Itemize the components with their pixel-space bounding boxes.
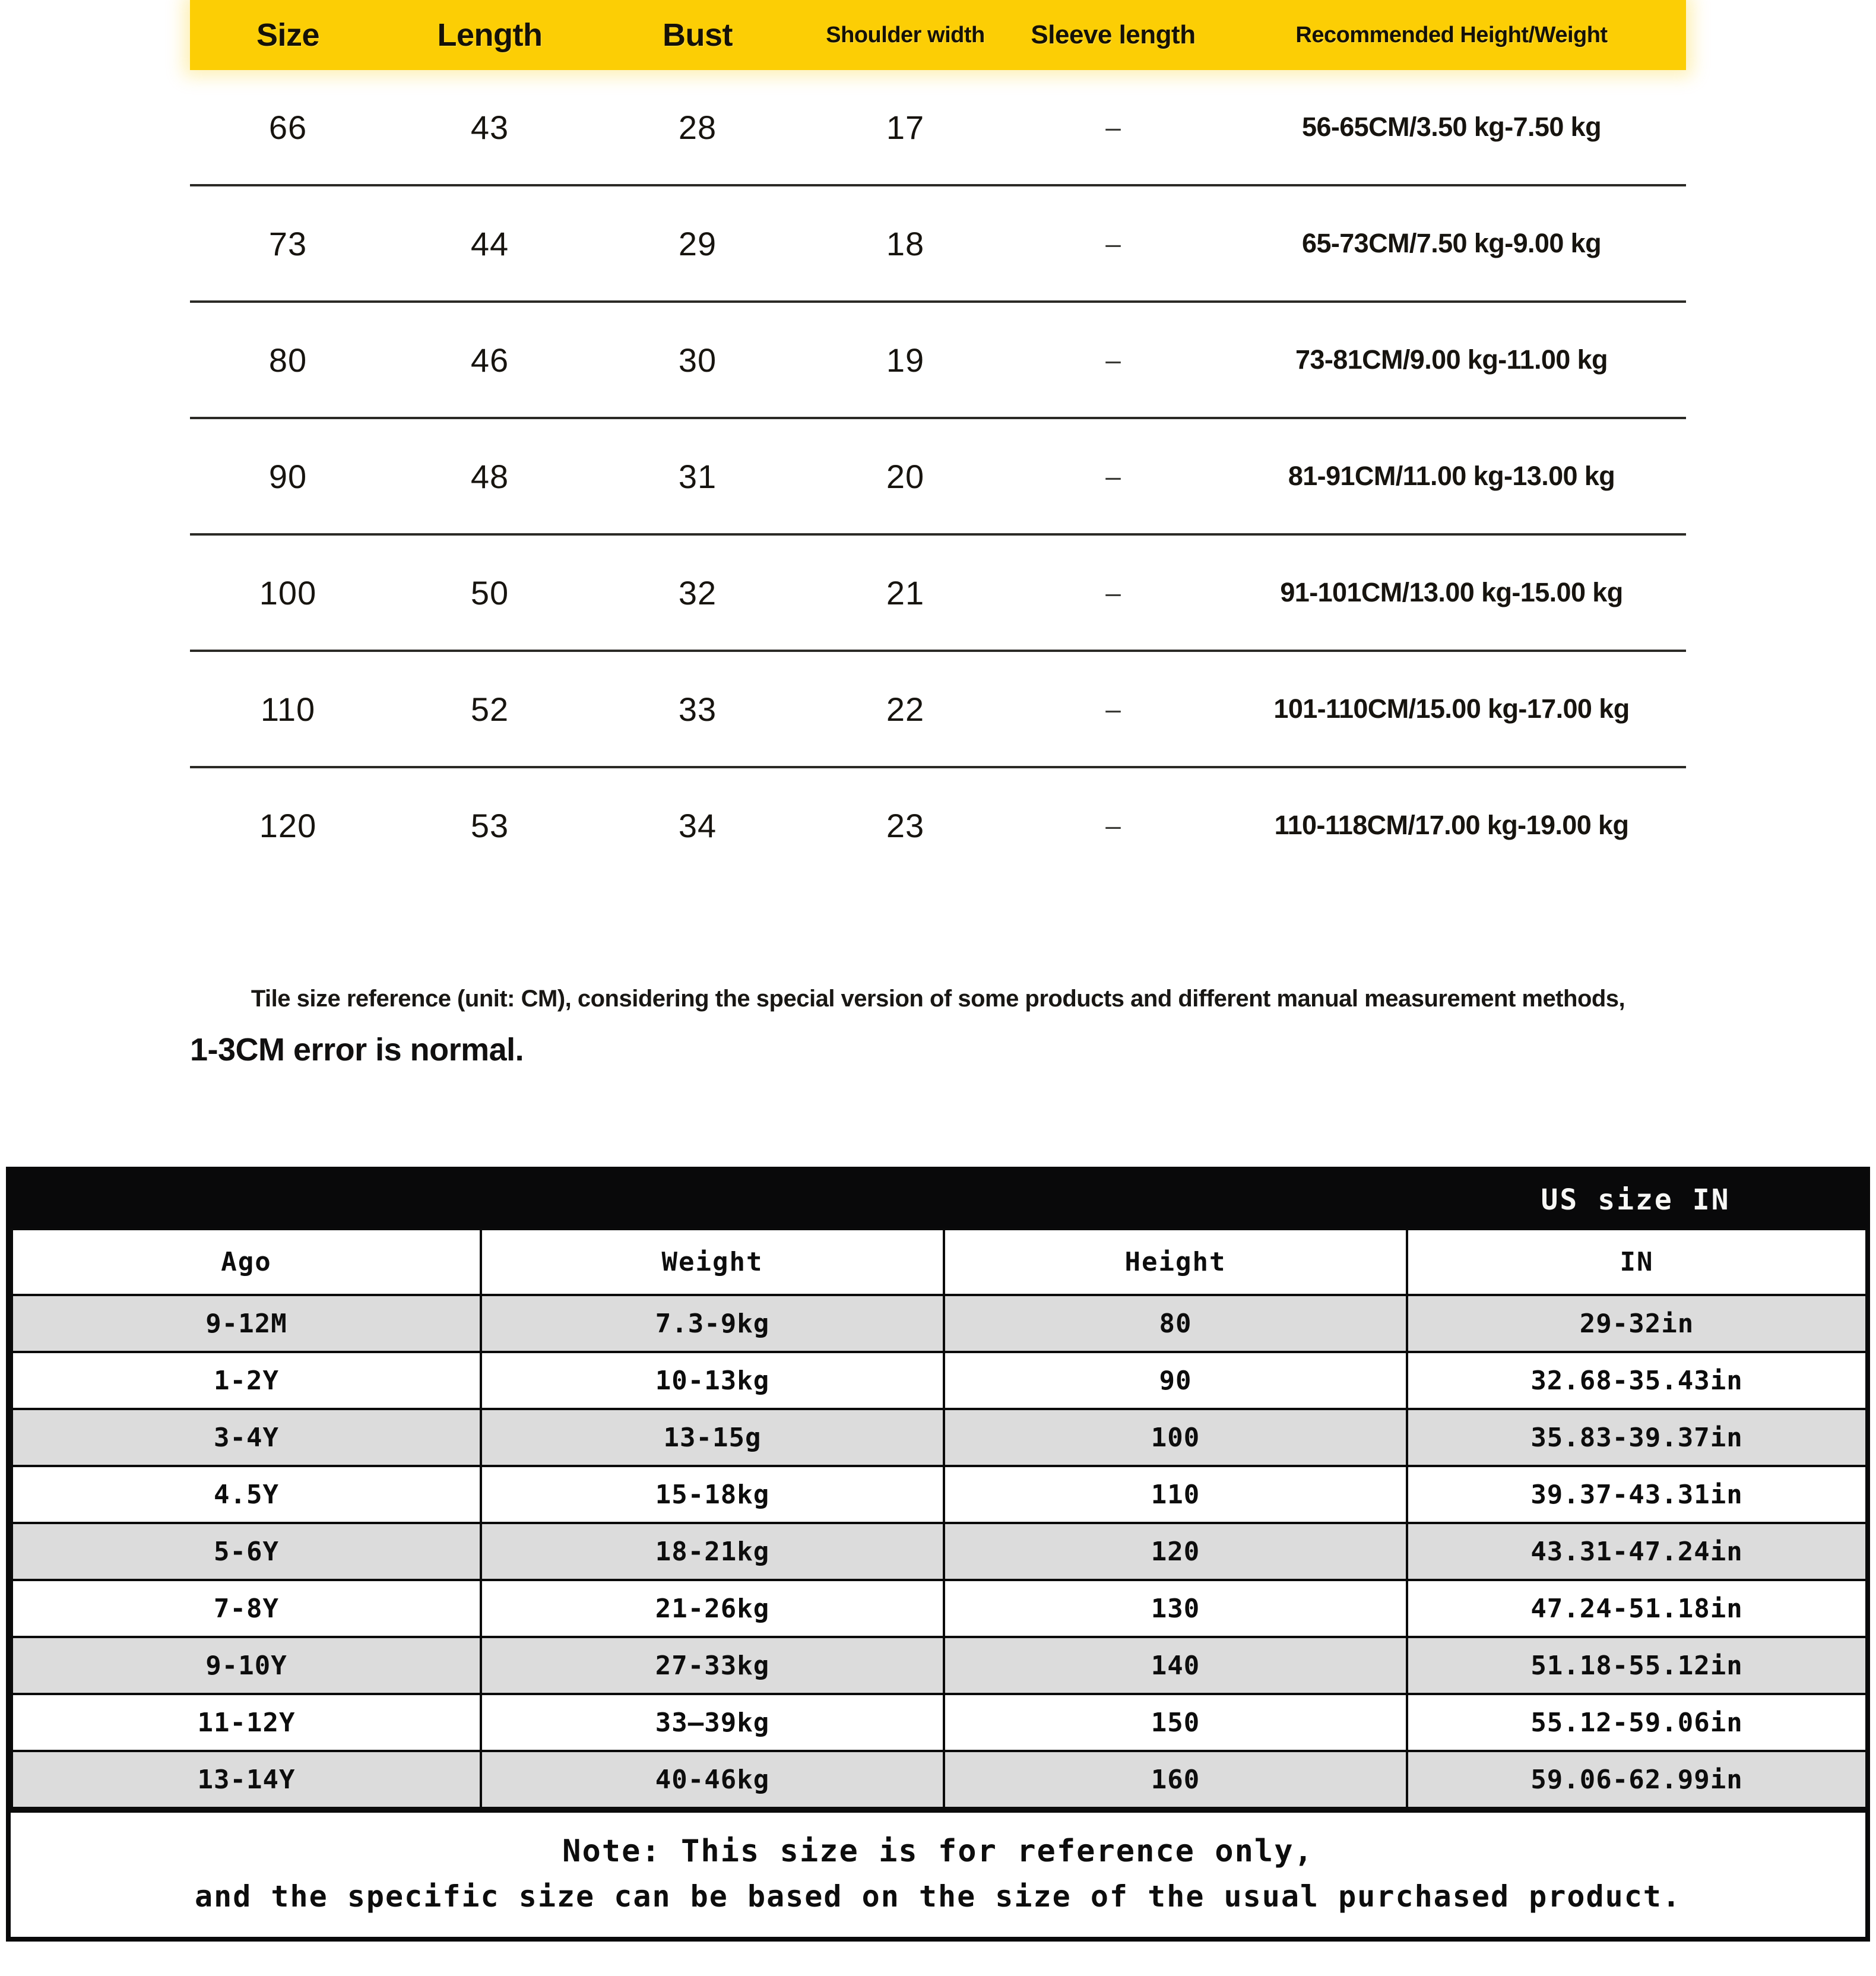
column-header-length: Length xyxy=(386,0,594,70)
cell-recommended: 65-73CM/7.50 kg-9.00 kg xyxy=(1217,185,1686,302)
cell-age: 9-12M xyxy=(12,1295,481,1352)
cell-height: 150 xyxy=(944,1694,1407,1751)
column-header-shoulder-width: Shoulder width xyxy=(801,0,1009,70)
cell-sleeve: – xyxy=(1009,651,1217,767)
cell-length: 43 xyxy=(386,70,594,185)
age-size-reference-table-wrap xyxy=(6,1167,1870,1942)
cell-sleeve: – xyxy=(1009,534,1217,651)
cell-height: 110 xyxy=(944,1466,1407,1523)
cell-height: 140 xyxy=(944,1637,1407,1694)
cell-bust: 32 xyxy=(594,534,801,651)
cell-age: 13-14Y xyxy=(12,1751,481,1808)
table-row xyxy=(190,418,1686,534)
us-size-banner-label: US size IN xyxy=(1541,1183,1731,1217)
garment-measurement-table xyxy=(190,0,1686,882)
cell-weight: 10-13kg xyxy=(481,1352,944,1409)
cell-size: 110 xyxy=(190,651,386,767)
reference-footnote xyxy=(11,1809,1865,1937)
cell-inches: 59.06-62.99in xyxy=(1407,1751,1867,1808)
cell-size: 100 xyxy=(190,534,386,651)
cell-size: 80 xyxy=(190,302,386,418)
age-size-reference-table xyxy=(11,1228,1868,1809)
measurement-disclaimer xyxy=(0,983,1876,1068)
table-row xyxy=(12,1295,1867,1352)
cell-weight: 13-15g xyxy=(481,1409,944,1466)
cell-age: 1-2Y xyxy=(12,1352,481,1409)
cell-sleeve: – xyxy=(1009,70,1217,185)
cell-weight: 7.3-9kg xyxy=(481,1295,944,1352)
cell-weight: 33—39kg xyxy=(481,1694,944,1751)
cell-age: 3-4Y xyxy=(12,1409,481,1466)
cell-recommended: 110-118CM/17.00 kg-19.00 kg xyxy=(1274,810,1629,840)
cell-inches: 32.68-35.43in xyxy=(1407,1352,1867,1409)
cell-height: 120 xyxy=(944,1523,1407,1580)
footnote-line-1: Note: This size is for reference only, xyxy=(562,1834,1314,1869)
table-row xyxy=(12,1409,1867,1466)
table-row xyxy=(12,1637,1867,1694)
column-header-height: Height xyxy=(944,1229,1407,1295)
cell-recommended: 81-91CM/11.00 kg-13.00 kg xyxy=(1217,418,1686,534)
cell-weight: 40-46kg xyxy=(481,1751,944,1808)
cell-age: 7-8Y xyxy=(12,1580,481,1637)
cell-shoulder: 23 xyxy=(886,806,925,844)
header-row xyxy=(12,1229,1867,1295)
cell-age: 9-10Y xyxy=(12,1637,481,1694)
cell-weight: 21-26kg xyxy=(481,1580,944,1637)
table-row xyxy=(12,1352,1867,1409)
cell-length: 48 xyxy=(386,418,594,534)
cell-height: 130 xyxy=(944,1580,1407,1637)
cell-length: 52 xyxy=(386,651,594,767)
cell-recommended: 56-65CM/3.50 kg-7.50 kg xyxy=(1217,70,1686,185)
cell-size: 66 xyxy=(190,70,386,185)
cell-inches: 55.12-59.06in xyxy=(1407,1694,1867,1751)
cell-height: 100 xyxy=(944,1409,1407,1466)
cell-length: 44 xyxy=(386,185,594,302)
cell-inches: 35.83-39.37in xyxy=(1407,1409,1867,1466)
cell-length: 53 xyxy=(470,806,509,844)
cell-length: 50 xyxy=(386,534,594,651)
cell-size: 90 xyxy=(190,418,386,534)
table-row xyxy=(190,185,1686,302)
cell-shoulder: 19 xyxy=(801,302,1009,418)
table-row xyxy=(12,1523,1867,1580)
disclaimer-line-2: 1-3CM error is normal. xyxy=(190,1032,524,1068)
cell-recommended: 91-101CM/13.00 kg-15.00 kg xyxy=(1217,534,1686,651)
column-header-sleeve-length: Sleeve length xyxy=(1009,0,1217,70)
table-row xyxy=(12,1751,1867,1808)
cell-sleeve: – xyxy=(1009,302,1217,418)
cell-height: 160 xyxy=(944,1751,1407,1808)
column-header-in: IN xyxy=(1407,1229,1867,1295)
cell-bust: 28 xyxy=(594,70,801,185)
column-header-size: Size xyxy=(190,0,386,70)
cell-length: 46 xyxy=(386,302,594,418)
cell-bust: 34 xyxy=(678,806,717,844)
cell-weight: 15-18kg xyxy=(481,1466,944,1523)
cell-inches: 43.31-47.24in xyxy=(1407,1523,1867,1580)
cell-age: 5-6Y xyxy=(12,1523,481,1580)
column-header-weight: Weight xyxy=(481,1229,944,1295)
cell-age: 11-12Y xyxy=(12,1694,481,1751)
cell-bust: 33 xyxy=(594,651,801,767)
table-row xyxy=(190,302,1686,418)
table-row xyxy=(190,651,1686,767)
footnote-line-2: and the specific size can be based on the size of the usual purchased product. xyxy=(195,1879,1681,1914)
cell-recommended: 101-110CM/15.00 kg-17.00 kg xyxy=(1217,651,1686,767)
cell-age: 4.5Y xyxy=(12,1466,481,1523)
cell-inches: 29-32in xyxy=(1407,1295,1867,1352)
cell-height: 80 xyxy=(944,1295,1407,1352)
column-header-age: Ago xyxy=(12,1229,481,1295)
us-size-banner xyxy=(11,1171,1865,1228)
cell-size: 120 xyxy=(259,806,317,844)
cell-bust: 30 xyxy=(594,302,801,418)
age-table-header xyxy=(12,1229,1867,1295)
table-row xyxy=(12,1466,1867,1523)
cell-weight: 27-33kg xyxy=(481,1637,944,1694)
table-row xyxy=(190,70,1686,185)
age-table-body xyxy=(12,1295,1867,1808)
header-row xyxy=(190,0,1686,70)
table-row xyxy=(12,1694,1867,1751)
cell-shoulder: 20 xyxy=(801,418,1009,534)
cell-sleeve: – xyxy=(1105,810,1121,841)
cell-sleeve: – xyxy=(1009,418,1217,534)
cell-shoulder: 17 xyxy=(801,70,1009,185)
cell-bust: 29 xyxy=(594,185,801,302)
table-row xyxy=(12,1580,1867,1637)
cell-inches: 39.37-43.31in xyxy=(1407,1466,1867,1523)
garment-table-header xyxy=(190,0,1686,70)
cell-sleeve: – xyxy=(1009,185,1217,302)
table-row xyxy=(190,767,1686,882)
cell-bust: 31 xyxy=(594,418,801,534)
cell-weight: 18-21kg xyxy=(481,1523,944,1580)
cell-recommended: 73-81CM/9.00 kg-11.00 kg xyxy=(1217,302,1686,418)
table-row xyxy=(190,534,1686,651)
cell-shoulder: 18 xyxy=(801,185,1009,302)
cell-inches: 47.24-51.18in xyxy=(1407,1580,1867,1637)
cell-shoulder: 22 xyxy=(801,651,1009,767)
cell-shoulder: 21 xyxy=(801,534,1009,651)
column-header-recommended: Recommended Height/Weight xyxy=(1217,0,1686,70)
cell-height: 90 xyxy=(944,1352,1407,1409)
cell-inches: 51.18-55.12in xyxy=(1407,1637,1867,1694)
garment-table-body xyxy=(190,70,1686,882)
disclaimer-line-1: Tile size reference (unit: CM), considering the special version of some products and different manual measurement methods, xyxy=(251,986,1625,1012)
cell-size: 73 xyxy=(190,185,386,302)
garment-measurement-table-wrap xyxy=(0,0,1876,882)
column-header-bust: Bust xyxy=(594,0,801,70)
